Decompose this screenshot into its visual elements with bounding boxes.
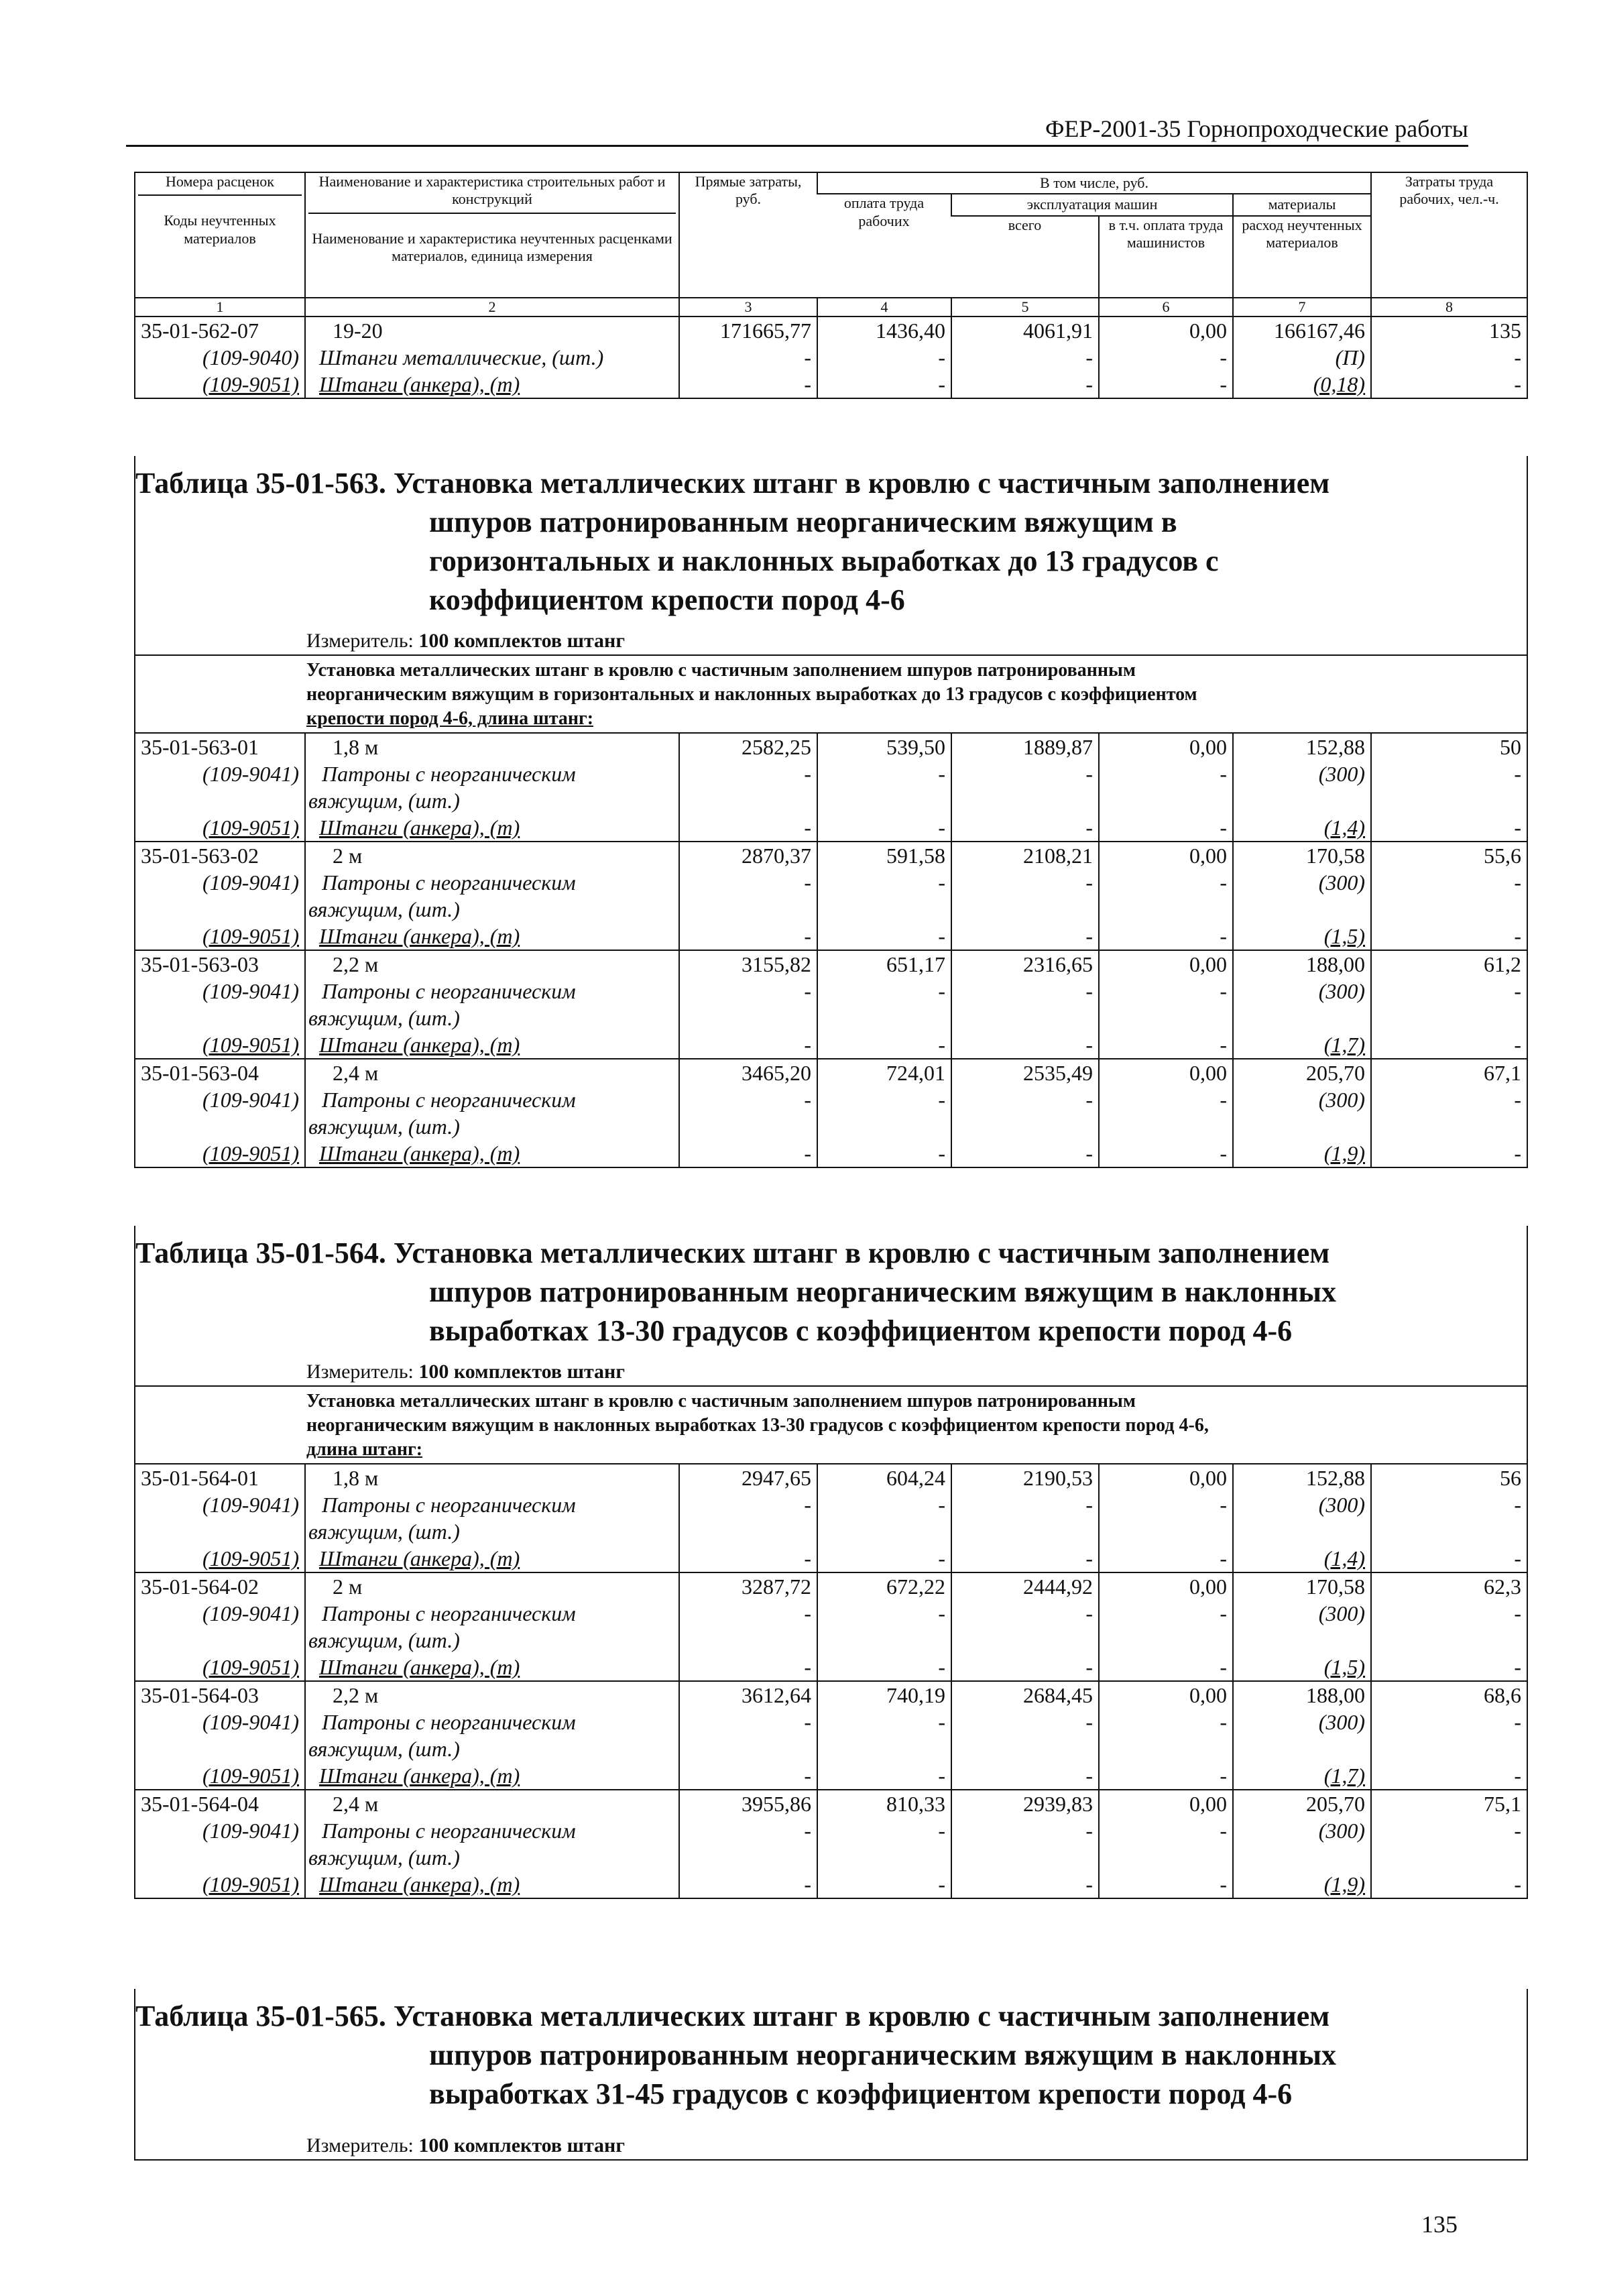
labor-cost: - (817, 1871, 951, 1898)
labor-cost: - (817, 371, 951, 398)
direct-cost: 3612,64 (679, 1681, 817, 1709)
machine-cost: - (951, 978, 1099, 1031)
table-row (135, 1871, 1527, 1898)
table-row (135, 760, 1527, 814)
labor-cost: - (817, 923, 951, 950)
material-cost: 170,58 (1233, 842, 1371, 869)
col-num: 2 (305, 298, 679, 317)
direct-cost: - (679, 869, 817, 923)
labor-hours: - (1371, 814, 1527, 842)
direct-cost: - (679, 1491, 817, 1545)
rate-code: 35-01-564-03 (135, 1681, 305, 1709)
machine-cost: - (951, 1086, 1099, 1140)
table-row (135, 923, 1527, 950)
col-name-header: Наименование и характеристика строительных работ и конструкций Наименование и характеристика неучтенных расценками материалов, единица измерения (305, 173, 679, 298)
material-name: Штанги (анкера), (т) (305, 1031, 679, 1059)
work-name: 1,8 м (305, 734, 679, 760)
table-description: Установка металлических штанг в кровлю с частичным заполнением шпуров патронированным неорганическим вяжущим в наклонных выработках 13-30 градусов с коэффициентом крепости пород 4-6, длина штанг: (135, 1385, 1527, 1465)
labor-hours: - (1371, 344, 1527, 371)
operator-cost: - (1099, 344, 1233, 371)
direct-cost: 3287,72 (679, 1572, 817, 1600)
direct-cost: - (679, 814, 817, 842)
col-code-header: Номера расценок Коды неучтенных материалов (135, 173, 305, 298)
table-row (135, 1790, 1527, 1817)
column-numbers-row (135, 298, 1527, 317)
operator-cost: - (1099, 1031, 1233, 1059)
table-row (135, 950, 1527, 978)
col-mach-total-header: всего (951, 216, 1099, 298)
material-name: Штанги (анкера), (т) (305, 1762, 679, 1790)
material-amount: (300) (1233, 1491, 1371, 1545)
operator-cost: 0,00 (1099, 950, 1233, 978)
material-name-line: вяжущим, (шт.) (308, 1114, 460, 1139)
work-name: 1,8 м (305, 1465, 679, 1491)
labor-cost: - (817, 344, 951, 371)
material-cost: 205,70 (1233, 1059, 1371, 1086)
material-name: Штанги металлические, (шт.) (305, 344, 679, 371)
material-cost: 188,00 (1233, 1681, 1371, 1709)
operator-cost: - (1099, 760, 1233, 814)
material-code: (109-9041) (202, 1088, 299, 1112)
header-table (134, 172, 1528, 399)
table-description: Установка металлических штанг в кровлю с частичным заполнением шпуров патронированным неорганическим вяжущим в горизонтальных и наклонных выработках до 13 градусов с коэффициентом крепости пород 4-6, длина штанг: (135, 654, 1527, 734)
material-name-line: Патроны с неорганическим (322, 979, 576, 1003)
work-name: 2,2 м (305, 1681, 679, 1709)
table-35-01-563 (134, 456, 1528, 1168)
table-row (135, 814, 1527, 842)
material-name-line: вяжущим, (шт.) (308, 897, 460, 921)
labor-hours: - (1371, 978, 1527, 1031)
material-name-line: вяжущим, (шт.) (308, 1519, 460, 1544)
material-name-line: Патроны с неорганическим (322, 1088, 576, 1112)
col-num: 1 (135, 298, 305, 317)
table-meter: Измеритель: 100 комплектов штанг (306, 630, 625, 652)
rate-table-body (135, 734, 1527, 1167)
table-row (135, 1465, 1527, 1491)
operator-cost: - (1099, 1817, 1233, 1871)
operator-cost: - (1099, 923, 1233, 950)
rate-code: 35-01-564-04 (135, 1790, 305, 1817)
machine-cost: - (951, 1762, 1099, 1790)
table-row (135, 1762, 1527, 1790)
material-amount: (1,4) (1233, 814, 1371, 842)
direct-cost: - (679, 760, 817, 814)
labor-cost: 672,22 (817, 1572, 951, 1600)
labor-cost: - (817, 760, 951, 814)
material-name-line: вяжущим, (шт.) (308, 1628, 460, 1652)
labor-hours: - (1371, 1086, 1527, 1140)
material-cost: 166167,46 (1233, 317, 1371, 344)
labor-cost: - (817, 1031, 951, 1059)
operator-cost: - (1099, 1600, 1233, 1654)
labor-cost: 539,50 (817, 734, 951, 760)
col-mach-header: эксплуатация машин (951, 194, 1233, 215)
material-amount: (300) (1233, 1086, 1371, 1140)
material-name (305, 869, 679, 923)
table-meter: Измеритель: 100 комплектов штанг (306, 1361, 625, 1383)
direct-cost: - (679, 1545, 817, 1572)
direct-cost: - (679, 1709, 817, 1762)
machine-cost: - (951, 923, 1099, 950)
table-title: Таблица 35-01-563. Установка металлических штанг в кровлю с частичным заполнением шпуров патронированным неорганическим вяжущим в горизонтальных и наклонных выработках до 13 градусов с коэффициентом крепости пород 4-6 (135, 467, 1330, 616)
col-direct-header: Прямые затраты, руб. (679, 173, 817, 298)
col-operators-header: в т.ч. оплата труда машинистов (1099, 216, 1233, 298)
material-code: (109-9051) (202, 815, 299, 840)
labor-hours: - (1371, 869, 1527, 923)
direct-cost: - (679, 923, 817, 950)
material-name (305, 1817, 679, 1871)
labor-hours: - (1371, 1709, 1527, 1762)
material-name: Штанги (анкера), (т) (305, 923, 679, 950)
material-name-line: Патроны с неорганическим (322, 1710, 576, 1734)
labor-hours: - (1371, 1817, 1527, 1871)
labor-cost: 591,58 (817, 842, 951, 869)
material-cost: 152,88 (1233, 734, 1371, 760)
material-name: Штанги (анкера), (т) (305, 1871, 679, 1898)
material-cost: 188,00 (1233, 950, 1371, 978)
material-code: (109-9041) (202, 1819, 299, 1843)
operator-cost: 0,00 (1099, 734, 1233, 760)
direct-cost: 2582,25 (679, 734, 817, 760)
machine-cost: 2108,21 (951, 842, 1099, 869)
operator-cost: 0,00 (1099, 1465, 1233, 1491)
work-name: 19-20 (305, 317, 679, 344)
material-amount: (300) (1233, 1600, 1371, 1654)
direct-cost: - (679, 978, 817, 1031)
material-code: (109-9041) (202, 979, 299, 1003)
labor-cost: - (817, 1709, 951, 1762)
material-code: (109-9051) (202, 1546, 299, 1570)
labor-cost: 810,33 (817, 1790, 951, 1817)
rate-code: 35-01-563-03 (135, 950, 305, 978)
table-row (135, 317, 1527, 344)
material-amount: (1,9) (1233, 1140, 1371, 1167)
labor-hours: - (1371, 1762, 1527, 1790)
material-name-line: Патроны с неорганическим (322, 1493, 576, 1517)
material-name-line: вяжущим, (шт.) (308, 1845, 460, 1870)
labor-hours: - (1371, 1491, 1527, 1545)
material-amount: (1,7) (1233, 1031, 1371, 1059)
material-code: (109-9051) (202, 1141, 299, 1165)
operator-cost: 0,00 (1099, 1572, 1233, 1600)
material-code: (109-9041) (202, 762, 299, 786)
material-name: Штанги (анкера), (т) (305, 1545, 679, 1572)
col-hours-header: Затраты труда рабочих, чел.-ч. (1371, 173, 1527, 298)
direct-cost: - (679, 1871, 817, 1898)
table-row (135, 1031, 1527, 1059)
direct-cost: - (679, 1762, 817, 1790)
col-incl-header: В том числе, руб. (817, 173, 1371, 194)
operator-cost: - (1099, 371, 1233, 398)
work-name: 2,2 м (305, 950, 679, 978)
material-code: (109-9041) (202, 1601, 299, 1625)
work-name: 2 м (305, 1572, 679, 1600)
labor-cost: 651,17 (817, 950, 951, 978)
machine-cost: - (951, 1871, 1099, 1898)
material-amount: (1,5) (1233, 923, 1371, 950)
rate-code: 35-01-563-04 (135, 1059, 305, 1086)
table-row (135, 1572, 1527, 1600)
table-row (135, 1817, 1527, 1871)
labor-cost: - (817, 814, 951, 842)
machine-cost: 1889,87 (951, 734, 1099, 760)
table-row (135, 1086, 1527, 1140)
direct-cost: 171665,77 (679, 317, 817, 344)
material-name-line: вяжущим, (шт.) (308, 1006, 460, 1030)
material-code: (109-9051) (202, 1872, 299, 1896)
material-name-line: Патроны с неорганическим (322, 1819, 576, 1843)
machine-cost: - (951, 814, 1099, 842)
material-cost: 205,70 (1233, 1790, 1371, 1817)
direct-cost: 2947,65 (679, 1465, 817, 1491)
table-row (135, 371, 1527, 398)
table-35-01-564 (134, 1226, 1528, 1899)
machine-cost: 2190,53 (951, 1465, 1099, 1491)
direct-cost: 3465,20 (679, 1059, 817, 1086)
operator-cost: 0,00 (1099, 1681, 1233, 1709)
material-name: Штанги (анкера), (т) (305, 1654, 679, 1681)
labor-hours: 61,2 (1371, 950, 1527, 978)
material-name-line: Патроны с неорганическим (322, 870, 576, 895)
table-title: Таблица 35-01-565. Установка металлических штанг в кровлю с частичным заполнением шпуров патронированным неорганическим вяжущим в наклонных выработках 31-45 градусов с коэффициентом крепости пород 4-6 (135, 2000, 1337, 2110)
material-code: (109-9040) (202, 345, 299, 369)
machine-cost: 4061,91 (951, 317, 1099, 344)
direct-cost: - (679, 371, 817, 398)
machine-cost: 2316,65 (951, 950, 1099, 978)
labor-hours: - (1371, 1140, 1527, 1167)
col-num: 3 (679, 298, 817, 317)
labor-cost: - (817, 1600, 951, 1654)
machine-cost: - (951, 1140, 1099, 1167)
table-row (135, 1654, 1527, 1681)
labor-cost: - (817, 978, 951, 1031)
operator-cost: 0,00 (1099, 842, 1233, 869)
labor-cost: - (817, 869, 951, 923)
labor-cost: 1436,40 (817, 317, 951, 344)
material-amount: (1,4) (1233, 1545, 1371, 1572)
machine-cost: - (951, 1545, 1099, 1572)
col-num: 4 (817, 298, 951, 317)
material-code: (109-9051) (202, 371, 299, 396)
machine-cost: 2939,83 (951, 1790, 1099, 1817)
labor-hours: 56 (1371, 1465, 1527, 1491)
operator-cost: - (1099, 1086, 1233, 1140)
table-row (135, 1491, 1527, 1545)
rate-table (135, 734, 1527, 1167)
rate-code: 35-01-563-01 (141, 735, 259, 759)
material-name: Штанги (анкера), (т) (305, 814, 679, 842)
operator-cost: - (1099, 1140, 1233, 1167)
labor-hours: 68,6 (1371, 1681, 1527, 1709)
col-num: 8 (1371, 298, 1527, 317)
machine-cost: - (951, 1654, 1099, 1681)
machine-cost: 2444,92 (951, 1572, 1099, 1600)
operator-cost: - (1099, 1654, 1233, 1681)
material-amount: (300) (1233, 1817, 1371, 1871)
labor-hours: - (1371, 371, 1527, 398)
material-name (305, 1086, 679, 1140)
table-row (135, 734, 1527, 760)
machine-cost: 2684,45 (951, 1681, 1099, 1709)
labor-cost: - (817, 1140, 951, 1167)
table-row (135, 842, 1527, 869)
rate-table (135, 1465, 1527, 1898)
direct-cost: - (679, 1086, 817, 1140)
table-row (135, 1140, 1527, 1167)
material-amount: (П) (1233, 344, 1371, 371)
labor-hours: - (1371, 1871, 1527, 1898)
material-amount: (300) (1233, 1709, 1371, 1762)
operator-cost: - (1099, 1871, 1233, 1898)
machine-cost: - (951, 1600, 1099, 1654)
operator-cost: - (1099, 869, 1233, 923)
labor-hours: 62,3 (1371, 1572, 1527, 1600)
machine-cost: - (951, 1709, 1099, 1762)
page-header: ФЕР-2001-35 Горнопроходческие работы (126, 113, 1468, 147)
operator-cost: - (1099, 1762, 1233, 1790)
table-35-01-565 (134, 1989, 1528, 2161)
direct-cost: 3955,86 (679, 1790, 817, 1817)
material-cost: 170,58 (1233, 1572, 1371, 1600)
material-name: Штанги (анкера), (т) (305, 371, 679, 398)
labor-cost: - (817, 1086, 951, 1140)
labor-cost: - (817, 1762, 951, 1790)
material-name (305, 1709, 679, 1762)
table-row (135, 1681, 1527, 1709)
material-name-line: вяжущим, (шт.) (308, 1737, 460, 1761)
labor-hours: - (1371, 1031, 1527, 1059)
labor-hours: - (1371, 1654, 1527, 1681)
machine-cost: 2535,49 (951, 1059, 1099, 1086)
operator-cost: 0,00 (1099, 317, 1233, 344)
material-code: (109-9051) (202, 1655, 299, 1679)
col-num: 6 (1099, 298, 1233, 317)
labor-cost: - (817, 1545, 951, 1572)
operator-cost: - (1099, 1545, 1233, 1572)
machine-cost: - (951, 760, 1099, 814)
labor-hours: - (1371, 760, 1527, 814)
machine-cost: - (951, 371, 1099, 398)
material-name-line: Патроны с неорганическим (322, 1601, 576, 1625)
col-labor-header: оплата труда рабочих (817, 194, 951, 297)
operator-cost: - (1099, 1709, 1233, 1762)
table-meter: Измеритель: 100 комплектов штанг (306, 2134, 625, 2157)
table-row (135, 1545, 1527, 1572)
labor-hours: 67,1 (1371, 1059, 1527, 1086)
labor-cost: - (817, 1491, 951, 1545)
labor-cost: 724,01 (817, 1059, 951, 1086)
direct-cost: 2870,37 (679, 842, 817, 869)
material-amount: (0,18) (1233, 371, 1371, 398)
labor-cost: 604,24 (817, 1465, 951, 1491)
column-header-table (135, 173, 1527, 398)
labor-hours: 75,1 (1371, 1790, 1527, 1817)
operator-cost: - (1099, 814, 1233, 842)
direct-cost: - (679, 1140, 817, 1167)
page-number: 135 (1421, 2211, 1458, 2238)
work-name: 2,4 м (305, 1059, 679, 1086)
material-name (305, 978, 679, 1031)
table-row (135, 1600, 1527, 1654)
table-row (135, 869, 1527, 923)
material-name (305, 1491, 679, 1545)
material-name (305, 1600, 679, 1654)
operator-cost: - (1099, 1491, 1233, 1545)
material-amount: (1,5) (1233, 1654, 1371, 1681)
rate-code: 35-01-563-02 (135, 842, 305, 869)
machine-cost: - (951, 1031, 1099, 1059)
material-code: (109-9041) (202, 870, 299, 895)
material-amount: (1,9) (1233, 1871, 1371, 1898)
direct-cost: - (679, 344, 817, 371)
labor-hours: - (1371, 923, 1527, 950)
material-code: (109-9051) (202, 924, 299, 948)
table-title: Таблица 35-01-564. Установка металлических штанг в кровлю с частичным заполнением шпуров патронированным неорганическим вяжущим в наклонных выработках 13-30 градусов с коэффициентом крепости пород 4-6 (135, 1237, 1337, 1347)
material-name-line: вяжущим, (шт.) (308, 789, 460, 813)
table-row (135, 1059, 1527, 1086)
labor-hours: - (1371, 1600, 1527, 1654)
direct-cost: - (679, 1031, 817, 1059)
material-code: (109-9051) (202, 1764, 299, 1788)
material-code: (109-9041) (202, 1710, 299, 1734)
labor-hours: 50 (1371, 734, 1527, 760)
col-unacc-mat-header: расход неучтенных материалов (1233, 216, 1371, 298)
direct-cost: - (679, 1600, 817, 1654)
labor-cost: - (817, 1817, 951, 1871)
material-code: (109-9051) (202, 1033, 299, 1057)
material-name: Штанги (анкера), (т) (305, 1140, 679, 1167)
machine-cost: - (951, 869, 1099, 923)
rate-code: 35-01-562-07 (141, 318, 259, 343)
labor-cost: - (817, 1654, 951, 1681)
material-amount: (300) (1233, 978, 1371, 1031)
machine-cost: - (951, 1817, 1099, 1871)
material-cost: 152,88 (1233, 1465, 1371, 1491)
table-row (135, 978, 1527, 1031)
machine-cost: - (951, 344, 1099, 371)
rate-table-body (135, 1465, 1527, 1898)
labor-hours: 135 (1371, 317, 1527, 344)
work-name: 2,4 м (305, 1790, 679, 1817)
material-code: (109-9041) (202, 1493, 299, 1517)
table-row (135, 344, 1527, 371)
direct-cost: - (679, 1817, 817, 1871)
direct-cost: - (679, 1654, 817, 1681)
col-mat-header: материалы (1233, 194, 1371, 215)
rate-code: 35-01-564-01 (141, 1466, 259, 1490)
work-name: 2 м (305, 842, 679, 869)
operator-cost: - (1099, 978, 1233, 1031)
rate-code: 35-01-564-02 (135, 1572, 305, 1600)
labor-hours: 55,6 (1371, 842, 1527, 869)
table-row (135, 1709, 1527, 1762)
labor-cost: 740,19 (817, 1681, 951, 1709)
col-num: 5 (951, 298, 1099, 317)
material-amount: (300) (1233, 760, 1371, 814)
material-name-line: Патроны с неорганическим (322, 762, 576, 786)
operator-cost: 0,00 (1099, 1059, 1233, 1086)
material-name (305, 760, 679, 814)
col-num: 7 (1233, 298, 1371, 317)
machine-cost: - (951, 1491, 1099, 1545)
labor-hours: - (1371, 1545, 1527, 1572)
direct-cost: 3155,82 (679, 950, 817, 978)
material-amount: (1,7) (1233, 1762, 1371, 1790)
operator-cost: 0,00 (1099, 1790, 1233, 1817)
material-amount: (300) (1233, 869, 1371, 923)
